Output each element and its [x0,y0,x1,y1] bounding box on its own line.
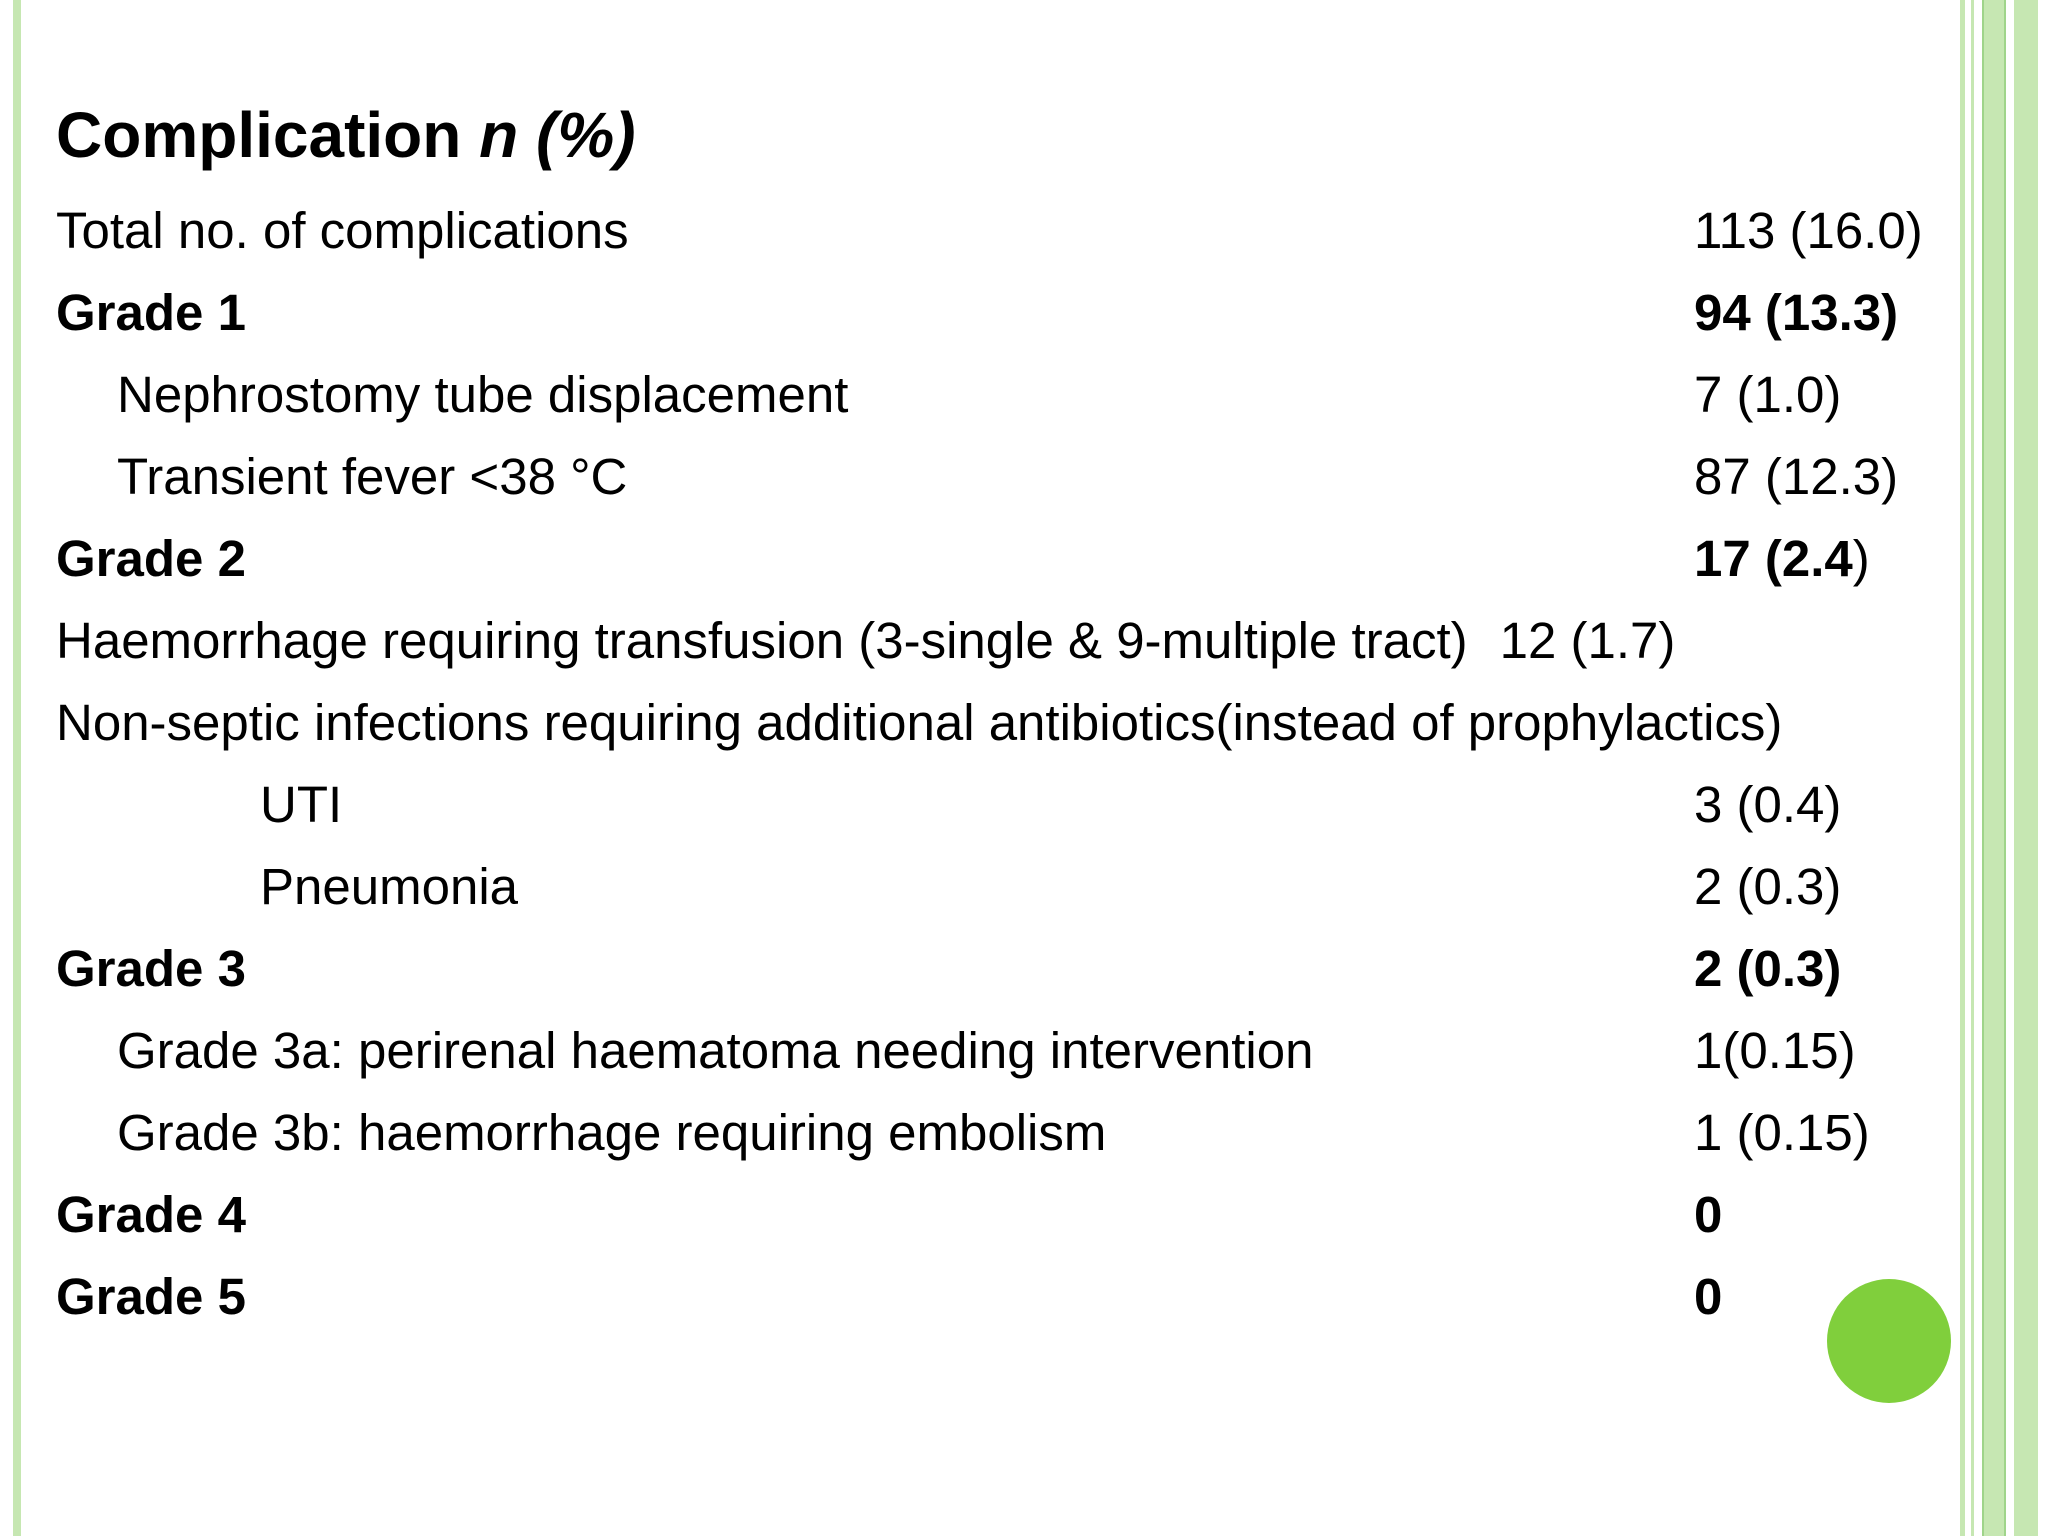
row-value-suffix: ) [1852,530,1870,587]
row-label: Nephrostomy tube displacement [117,366,849,423]
table-row [56,272,1956,354]
left-border [13,0,21,1536]
table-row [56,1092,1956,1174]
table-row [56,354,1956,436]
table-row [56,1174,1956,1256]
row-label: Grade 1 [56,284,246,341]
row-value: 0 [1694,1268,1723,1325]
row-label: Grade 3a: perirenal haematoma needing intervention [117,1022,1314,1079]
heading-italic: n (%) [479,99,636,171]
row-value-main: 17 (2.4 [1694,530,1853,587]
table-row [56,682,1956,764]
right-border-band [2014,0,2038,1536]
table-row [56,518,1956,600]
table-row [56,190,1956,272]
row-value [1694,518,1870,600]
row-label: Total no. of complications [56,202,629,259]
complications-table [56,190,1956,1338]
row-value: 12 (1.7) [1499,612,1676,669]
row-label: Grade 2 [56,530,246,587]
row-label: Grade 4 [56,1186,246,1243]
row-label: Transient fever <38 °C [117,448,628,505]
table-row [56,846,1956,928]
row-value: 7 (1.0) [1694,366,1842,423]
right-border-line [1971,0,1974,1536]
right-border-line [1982,0,1984,1536]
row-value: 94 (13.3) [1694,284,1899,341]
row-value: 1 (0.15) [1694,1104,1870,1161]
row-value: 1(0.15) [1694,1022,1856,1079]
row-label: Non-septic infections requiring additional antibiotics(instead of prophylactics) [56,694,1783,751]
table-row [56,764,1956,846]
right-border-line [2004,0,2006,1536]
row-value: 113 (16.0) [1694,202,1923,259]
row-value: 2 (0.3) [1694,940,1842,997]
row-value: 0 [1694,1186,1723,1243]
heading-main: Complication [56,99,480,171]
table-row [56,1256,1956,1338]
row-label: Pneumonia [260,858,519,915]
row-label: Grade 3b: haemorrhage requiring embolism [117,1104,1107,1161]
right-border-line [1960,0,1965,1536]
row-value: 87 (12.3) [1694,448,1899,505]
row-label: Grade 5 [56,1268,246,1325]
row-label: UTI [260,776,343,833]
table-row [56,600,1956,682]
right-border-band [1982,0,2006,1536]
row-label: Grade 3 [56,940,246,997]
table-row [56,928,1956,1010]
table-row [56,1010,1956,1092]
table-row [56,436,1956,518]
row-label: Haemorrhage requiring transfusion (3-single & 9-multiple tract) [56,612,1468,669]
row-value: 3 (0.4) [1694,776,1842,833]
table-heading [56,98,636,172]
row-value: 2 (0.3) [1694,858,1842,915]
